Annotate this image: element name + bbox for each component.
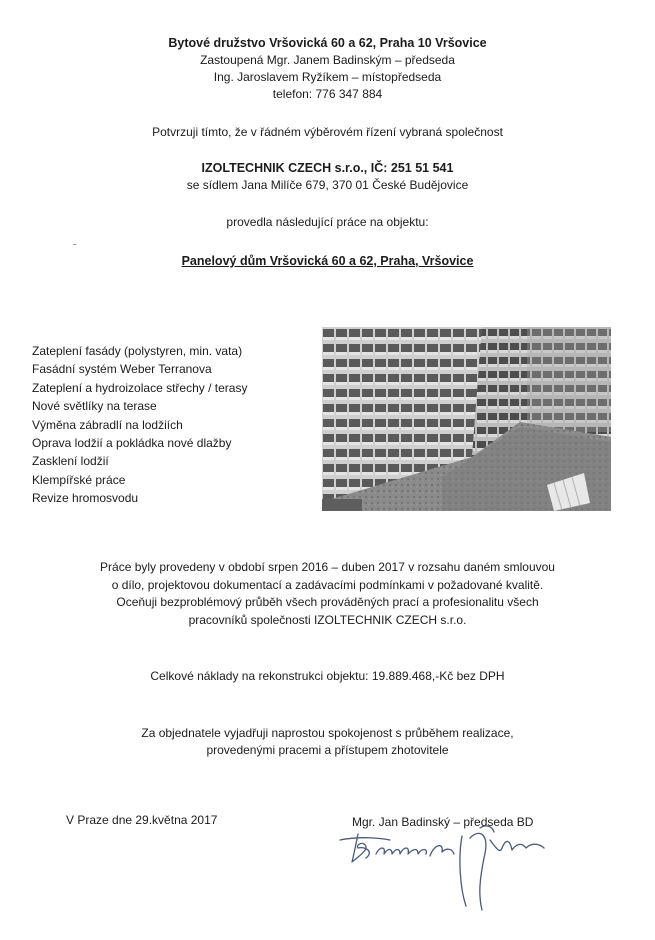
works-list [32,342,247,508]
performed-intro: provedla následující práce na objektu: [226,215,429,229]
place-and-date: V Praze dne 29.května 2017 [66,813,218,827]
company-name: IZOLTECHNIK CZECH s.r.o., IČ: 251 51 541 [201,161,454,175]
represented-by: Zastoupená Mgr. Janem Badinským – předseda [200,53,455,67]
satisfaction-statement [0,725,655,759]
handwritten-signature [330,818,580,918]
company-block [0,160,655,194]
building-photo [322,327,611,511]
satisfaction-line: provedenými pracemi a přístupem zhotovitele [206,743,449,757]
completion-line: o dílo, projektovou dokumentací a zadávacími podmínkami v požadované kvalitě. [111,577,544,592]
completion-line: Práce byly provedeny v období srpen 2016 – duben 2017 v rozsahu daném smlouvou [100,560,555,574]
signer-name: Mgr. Jan Badinský – předseda BD [352,815,534,829]
work-item: Zateplení fasády (polystyren, min. vata) [32,344,243,358]
work-item: Výměna zábradlí na lodžiích [32,417,183,432]
work-item: Oprava lodžií a pokládka nové dlažby [32,436,232,451]
completion-paragraph [0,559,655,629]
object-title: Panelový dům Vršovická 60 a 62, Praha, Vršovice [181,254,474,268]
work-item: Revize hromosvodu [32,491,139,506]
company-address: se sídlem Jana Milíče 679, 370 01 České Budějovice [186,178,469,192]
work-item: Zateplení a hydroizolace střechy / terasy [32,380,248,395]
confirmation-text: Potvrzuji tímto, že v řádném výběrovém řízení vybraná společnost [152,125,503,139]
vice-chair: Ing. Jaroslavem Ryžíkem – místopředseda [213,70,442,84]
satisfaction-line: Za objednatele vyjadřuji naprostou spokojenost s průběhem realizace, [141,726,514,740]
work-item: Klempířské práce [32,472,126,487]
completion-line: Oceňuji bezproblémový průběh všech prováděných prací a profesionalitu všech [116,595,539,609]
work-item: Fasádní systém Weber Terranova [32,362,212,377]
phone-number: telefon: 776 347 884 [272,87,383,101]
scan-speck [73,244,76,245]
work-item: Nové světlíky na terase [32,399,157,414]
work-item: Zasklení lodžií [32,454,109,469]
completion-line: pracovníků společnosti IZOLTECHNIK CZECH s.r.o. [188,612,467,627]
letter-header [0,35,655,103]
cooperative-title: Bytové družstvo Vršovická 60 a 62, Praha 10 Vršovice [168,36,487,50]
costs-statement: Celkové náklady na rekonstrukci objektu: 19.889.468,-Kč bez DPH [150,669,505,683]
